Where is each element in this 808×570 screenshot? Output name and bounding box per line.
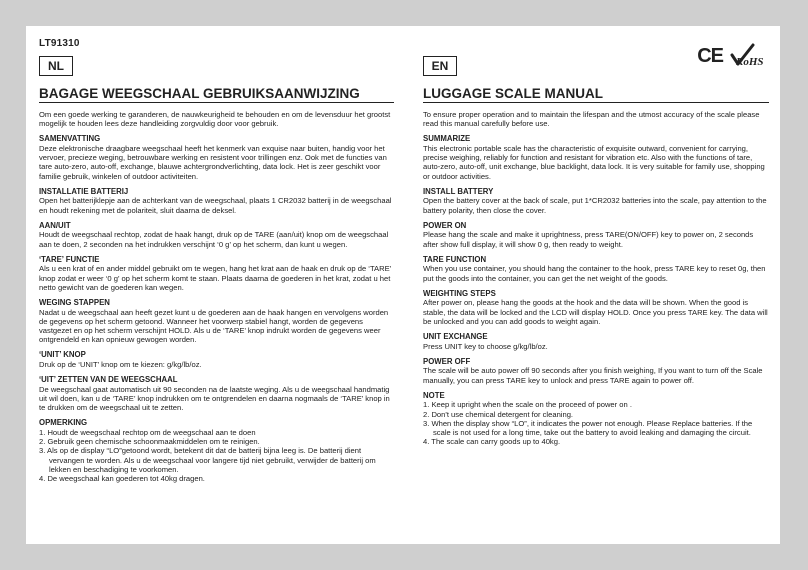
rohs-check-icon [729, 43, 767, 69]
section-unit-knop [39, 350, 394, 369]
section-samenvatting [39, 134, 394, 180]
list-item: 4. The scale can carry goods up to 40kg. [423, 437, 561, 447]
list-item: 1. Keep it upright when the scale on the proceed of power on . [423, 400, 632, 410]
section-heading: SAMENVATTING [39, 134, 101, 144]
notes-list [39, 428, 394, 483]
ce-mark: CE [697, 44, 723, 67]
section-install-battery [423, 187, 769, 215]
list-item: 1. Houdt de weegschaal rechtop om de weegschaal aan te doen [39, 428, 256, 438]
section-text: The scale will be auto power off 90 seconds after you finish weighing, If you want to turn off the Scale manually, you can press TARE key to unlock and press TARE again to power off. [423, 366, 763, 385]
section-text: Nadat u de weegschaal aan heeft gezet kunt u de goederen aan de haak hangen en vervolgens worden de gegevens op het scherm getoond. Wanneer het voorwerp stabiel hangt, worden de gegevens vastgezet en op het scherm verschijnt HOLD. Als u de ‘TARE’ knop indrukt worden de gegevens weer ontgrendeld en kan opnieuw gewogen worden. [39, 307, 389, 345]
rohs-label: RoHS [736, 56, 764, 68]
section-text: Druk op de ‘UNIT’ knop om te kiezen: g/kg/lb/oz. [39, 360, 202, 370]
section-tare-function [423, 255, 769, 283]
english-title: LUGGAGE SCALE MANUAL [423, 86, 769, 103]
list-item: 3. Als op de display “LO”getoond wordt, betekent dit dat de batterij bijna leeg is. De batterij dient vervangen te worden. Als u de weegschaal voor langere tijd niet gebruikt, verwijder de batterij om lekken en beschadiging te voorkomen. [39, 446, 376, 474]
section-heading: POWER ON [423, 220, 467, 230]
section-text: De weegschaal gaat automatisch uit 90 seconden na de laatste weging. Als u de weegschaal handmatig uit wil doen, kan u de ‘TARE’ knop indrukken om te ontgrendelen en daarna nogmaals de ‘TARE’ knop in te drukken om de weegschaal uit te zetten. [39, 384, 390, 413]
section-text: Open het batterijklepje aan de achterkant van de weegschaal, plaats 1 CR2032 batterij in de weegschaal en houdt rekening met de polariteit, sluit daarna de deksel. [39, 196, 392, 215]
section-heading: INSTALL BATTERY [423, 186, 494, 196]
english-body [423, 110, 769, 452]
section-heading: ‘UIT’ ZETTEN VAN DE WEEGSCHAAL [39, 375, 178, 385]
section-uit-zetten [39, 375, 394, 412]
section-installatie-batterij [39, 187, 394, 215]
section-text: Please hang the scale and make it uprightness, press TARE(ON/OFF) key to power on, 2 seconds after show full display, it will show 0 g, then ready to weight. [423, 230, 754, 249]
list-item: 2. Don't use chemical detergent for cleaning. [423, 409, 574, 419]
english-column [423, 26, 769, 544]
dutch-title: BAGAGE WEEGSCHAAL GEBRUIKSAANWIJZING [39, 86, 394, 103]
model-number: LT91310 [39, 38, 80, 49]
section-power-on [423, 221, 769, 249]
section-heading: POWER OFF [423, 356, 471, 366]
dutch-column [39, 26, 394, 544]
section-text: This electronic portable scale has the characteristic of exquisite outward, convenient for carrying, precise weighing, reliably for function and resistant for vibration etc. Also with the functions of tare, auto-zero, auto-off, unit exchange, blue backlight, data lock. It is very suitable for family use, shopping or outdoor activities. [423, 144, 765, 181]
section-heading: OPMERKING [39, 418, 88, 428]
section-text: Deze elektronische draagbare weegschaal heeft het kenmerk van exquise naar buiten, handig voor het vervoer, precieze weging, betrouwbare werking en resistent voor trillingen enz. Ook met de functies van tare auto-zero, auto-off, exchange, blauwe achtergrondverlichting, data lock. Het is zeer geschikt voor familie gebruik, winkelen of outdoor activiteiten. [39, 144, 387, 181]
section-heading: SUMMARIZE [423, 134, 471, 144]
section-heading: NOTE [423, 390, 445, 400]
section-aan-uit [39, 221, 394, 249]
section-power-off [423, 357, 769, 385]
manual-sheet [26, 26, 780, 544]
section-opmerking [39, 418, 394, 483]
section-heading: WEGING STAPPEN [39, 298, 110, 308]
section-heading: ‘TARE’ FUNCTIE [39, 254, 100, 264]
section-heading: TARE FUNCTION [423, 254, 487, 264]
list-item: 2. Gebruik geen chemische schoonmaakmiddelen om te reinigen. [39, 437, 260, 447]
dutch-body [39, 110, 394, 489]
section-heading: ‘UNIT’ KNOP [39, 350, 86, 360]
section-text: Press UNIT key to choose g/kg/lb/oz. [423, 341, 548, 351]
section-text: Als u een krat of en ander middel gebruikt om te wegen, hang het krat aan de haak en druk op de ‘TARE’ knop zodat er weer ‘0 g’ op het scherm komt te staan. Plaats daarna de goederen in het krat, zodat u het netto gewicht van de goederen kan wegen. [39, 264, 392, 292]
section-text: Houdt de weegschaal rechtop, zodat de haak hangt, druk op de TARE (aan/uit) knop om de weegschaal aan te doen, 2 seconden na het indrukken verschijnt ‘0 g’ op het scherm, dan kunt u wegen. [39, 230, 389, 249]
section-note [423, 391, 769, 447]
language-badge-en: EN [423, 56, 457, 76]
dutch-intro: Om een goede werking te garanderen, de nauwkeurigheid te behouden en om de levensduur het grootst mogelijk te houden lees deze handleiding zorgvuldig door voor gebruik. [39, 110, 391, 129]
section-summarize [423, 134, 769, 180]
section-text: Open the battery cover at the back of scale, put 1*CR2032 batteries into the scale, pay attention to the battery polarity, then close the cover. [423, 196, 767, 215]
list-item: 3. When the display show “LO”, it indicates the power not enough. Please Replace batteries. If the scale is not used for a long time, take out the battery to avoid leaking and damaging the circuit. [423, 418, 753, 438]
section-text: After power on, please hang the goods at the hook and the data will be shown. When the good is stable, the data will be locked and the LCD will display HOLD. Once you press TARE key. The data will be unlocked and you can add goods to weight again. [423, 298, 768, 326]
section-unit-exchange [423, 332, 769, 351]
language-badge-nl: NL [39, 56, 73, 76]
section-heading: UNIT EXCHANGE [423, 332, 488, 342]
section-tare-functie [39, 255, 394, 292]
section-weighting-steps [423, 289, 769, 326]
certification-marks [697, 41, 767, 71]
rohs-mark [729, 43, 767, 69]
section-weging-stappen [39, 298, 394, 344]
section-text: When you use container, you should hang the container to the hook, press TARE key to reset 0g, then put the goods into the container, you can get the net weight of the goods. [423, 264, 766, 283]
section-heading: AAN/UIT [39, 220, 71, 230]
section-heading: WEIGHTING STEPS [423, 288, 496, 298]
section-heading: INSTALLATIE BATTERIJ [39, 186, 129, 196]
notes-list [423, 400, 769, 446]
list-item: 4. De weegschaal kan goederen tot 40kg dragen. [39, 474, 205, 484]
english-intro: To ensure proper operation and to maintain the lifespan and the utmost accuracy of the scale please read this manual carefully before use. [423, 110, 760, 129]
